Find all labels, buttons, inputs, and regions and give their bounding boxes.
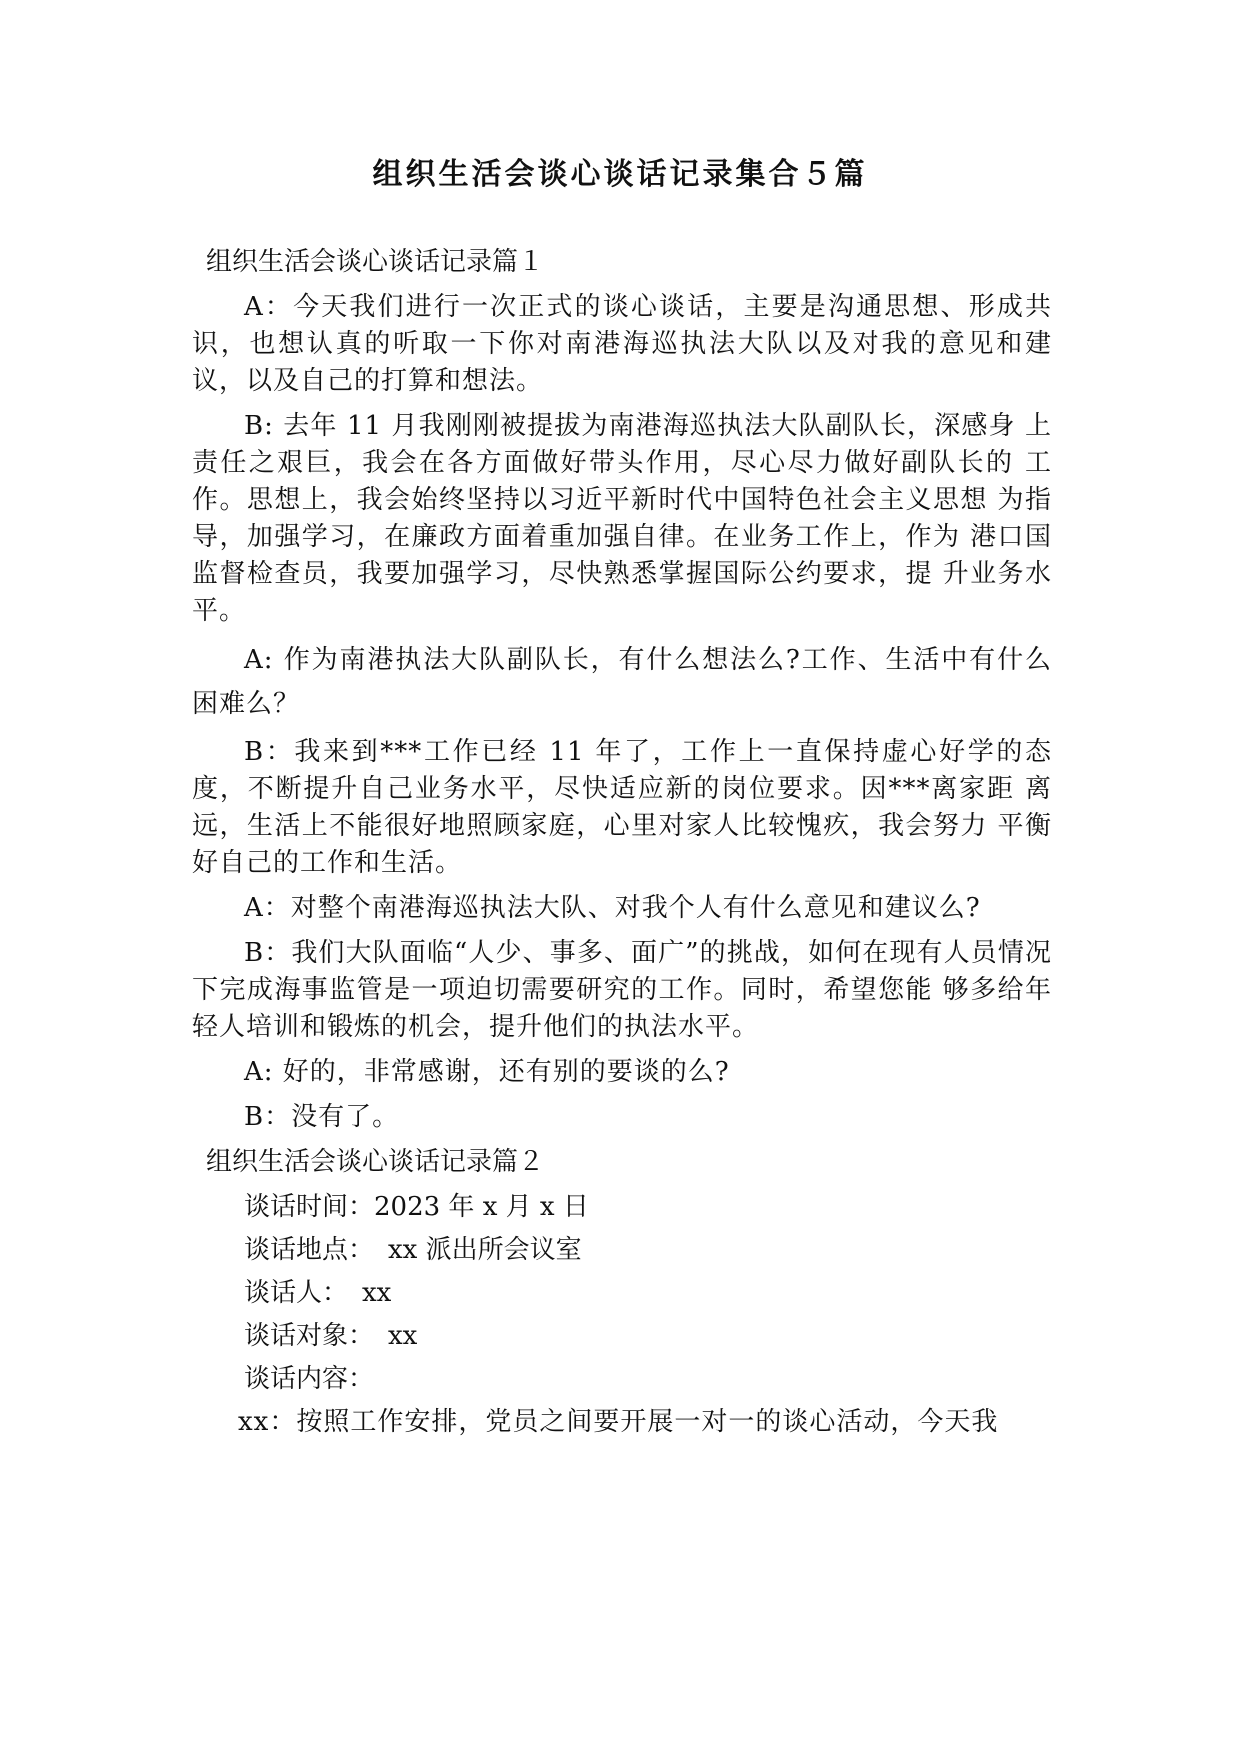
paragraph: B：没有了。 [244,1102,400,1132]
talk-place-label: 谈话地点： [244,1235,375,1265]
subject-value: xx [388,1321,418,1351]
paragraph: A: 作为南港执法大队副队长，有什么想法么?工作、生活中有什么困难么？ [192,645,1052,719]
subject-label: 谈话对象： [244,1321,375,1351]
talk-time-field [244,1189,1052,1226]
content-label: 谈话内容： [244,1364,375,1394]
document-body [192,244,1052,1449]
document-title: 组织生活会谈心谈话记录集合５篇 [372,157,868,192]
speaker-label: 谈话人： [244,1278,349,1308]
speaker-field [244,1275,1052,1312]
talk-place-field [244,1232,1052,1269]
paragraph: A：今天我们进行一次正式的谈心谈话，主要是沟通思想、形成共识，也想认真的听取一下你对南港海巡执法大队以及对我的意见和建议，以及自己的打算和想法。 [192,292,1052,396]
section-heading-1: 组织生活会谈心谈话记录篇１ [206,247,545,277]
content-field [244,1361,1052,1398]
paragraph: B：我们大队面临“人少、事多、面广”的挑战，如何在现有人员情况下完成海事监管是一项迫切需要研究的工作。同时，希望您能 够多给年轻人培训和锻炼的机会，提升他们的执法水平。 [192,938,1052,1042]
section-heading-2: 组织生活会谈心谈话记录篇２ [206,1147,545,1177]
paragraph: B：我来到***工作已经 11 年了，工作上一直保持虚心好学的态 度，不断提升自己业务水平，尽快适应新的岗位要求。因***离家距 离远，生活上不能很好地照顾家庭，心里对家人比较愧疚，我会努力 平衡好自己的工作和生活。 [192,737,1052,878]
talk-place-value: xx 派出所会议室 [388,1235,582,1265]
talk-time-text: 谈话时间：2023 年 x 月 x 日 [244,1192,589,1222]
paragraph: A: 好的，非常感谢，还有别的要谈的么? [244,1057,730,1087]
paragraph: A：对整个南港海巡执法大队、对我个人有什么意见和建议么? [244,893,981,923]
paragraph: xx：按照工作安排，党员之间要开展一对一的谈心活动，今天我 [238,1407,999,1437]
subject-field [244,1318,1052,1355]
speaker-value: xx [362,1278,392,1308]
paragraph: B: 去年 11 月我刚刚被提拔为南港海巡执法大队副队长，深感身 上责任之艰巨，我会在各方面做好带头作用，尽心尽力做好副队长的 工作。思想上，我会始终坚持以习近平新时代中国特色社会主义思想 为指导，加强学习，在廉政方面着重加强自律。在业务工作上，作为 港口国监督检查员，我要加强学习，尽快熟悉掌握国际公约要求，提 升业务水平。 [192,411,1052,626]
